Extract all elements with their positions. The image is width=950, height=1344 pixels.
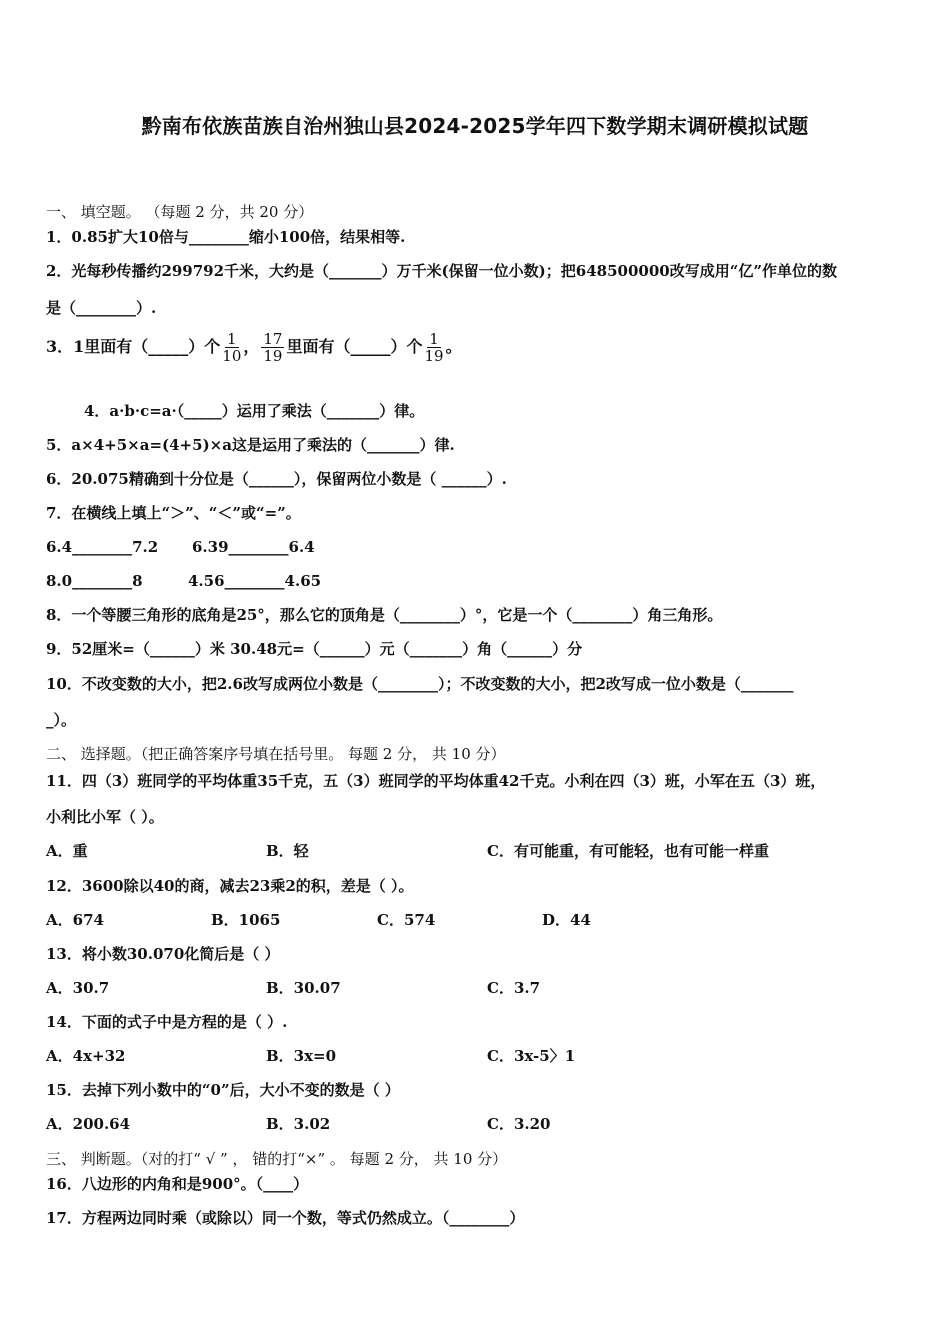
- numerator: 1: [227, 330, 237, 348]
- fraction-1-19: [425, 331, 444, 364]
- question-10-line-2: _）。: [46, 711, 77, 729]
- question-7: 7．在横线上填上“＞”、“＜”或“=”。: [46, 504, 301, 522]
- question-17: 17．方程两边同时乘（或除以）同一个数，等式仍然成立。（________）: [46, 1209, 525, 1227]
- question-11-options: [46, 842, 906, 862]
- option-b: B．3.02: [266, 1115, 331, 1133]
- question-12: 12．3600除以40的商，减去23乘2的积，差是（ ）。: [46, 877, 414, 895]
- question-14: 14．下面的式子中是方程的是（ ）.: [46, 1013, 288, 1031]
- question-3-text-1: 3．1里面有（_____）个: [46, 337, 221, 356]
- question-7-row-1: [46, 538, 906, 558]
- option-b: B．3x=0: [266, 1047, 337, 1065]
- option-c: C．3.7: [487, 979, 541, 997]
- denominator: 19: [263, 347, 283, 365]
- section-header-fill-blank: 一、 填空题。 （每题 2 分，共 20 分）: [46, 203, 314, 221]
- compare-item: 6.39________6.4: [192, 538, 315, 556]
- fraction-1-10: [222, 331, 241, 364]
- question-2-line-1: 2．光每秒传播约299792千米，大约是（_______）万千米(保留一位小数)；把648500000改写成用“亿”作单位的数: [46, 262, 837, 280]
- question-3: [46, 330, 462, 364]
- option-b: B．轻: [266, 842, 309, 860]
- question-9: 9．52厘米=（______）米 30.48元=（______）元（_______）角（______）分: [46, 640, 583, 658]
- denominator: 10: [222, 347, 242, 365]
- numerator: 17: [263, 330, 283, 348]
- option-a: A．4x+32: [46, 1047, 126, 1065]
- section-header-multiple-choice: 二、 选择题。（把正确答案序号填在括号里。 每题 2 分， 共 10 分）: [46, 745, 506, 763]
- question-11-line-1: 11．四（3）班同学的平均体重35千克，五（3）班同学的平均体重42千克。小利在四（3）班，小军在五（3）班，: [46, 772, 826, 790]
- option-a: A．200.64: [46, 1115, 131, 1133]
- section-header-true-false: 三、 判断题。（对的打“ √ ” ， 错的打“×” 。 每题 2 分， 共 10 分）: [46, 1150, 508, 1168]
- option-c: C．3.20: [487, 1115, 551, 1133]
- question-15-options: [46, 1115, 906, 1135]
- question-10-line-1: 10．不改变数的大小，把2.6改写成两位小数是（________）；不改变数的大小，把2改写成一位小数是（_______: [46, 675, 794, 693]
- question-15: 15．去掉下列小数中的“0”后，大小不变的数是（ ）: [46, 1081, 400, 1099]
- question-16: 16．八边形的内角和是900°。（____）: [46, 1175, 309, 1193]
- question-4: 4．a·b·c=a·（_____）运用了乘法（_______）律。: [84, 402, 425, 420]
- question-12-options: [46, 911, 906, 931]
- question-1: 1．0.85扩大10倍与________缩小100倍，结果相等.: [46, 228, 406, 246]
- question-7-row-2: [46, 572, 906, 592]
- question-11-line-2: 小利比小军（ ）。: [46, 808, 164, 826]
- period: 。: [445, 337, 462, 356]
- option-a: A．30.7: [46, 979, 110, 997]
- question-13-options: [46, 979, 906, 999]
- question-3-text-2: 里面有（_____）个: [286, 337, 423, 356]
- question-14-options: [46, 1047, 906, 1067]
- numerator: 1: [429, 330, 439, 348]
- option-d: D．44: [542, 911, 591, 929]
- page-title: 黔南布依族苗族自治州独山县2024-2025学年四下数学期末调研模拟试题: [141, 114, 809, 138]
- fraction-17-19: [261, 331, 284, 364]
- option-a: A．重: [46, 842, 88, 860]
- question-5: 5．a×4+5×a=(4+5)×a这是运用了乘法的（_______）律.: [46, 436, 455, 454]
- question-13: 13．将小数30.070化简后是（ ）: [46, 945, 280, 963]
- compare-item: 4.56________4.65: [188, 572, 322, 590]
- option-c: C．574: [377, 911, 436, 929]
- option-b: B．30.07: [266, 979, 341, 997]
- denominator: 19: [424, 347, 444, 365]
- question-2-line-2: 是（________）.: [46, 299, 157, 317]
- option-c: C．有可能重，有可能轻，也有可能一样重: [487, 842, 769, 860]
- option-a: A．674: [46, 911, 104, 929]
- option-c: C．3x-5〉1: [487, 1047, 576, 1065]
- compare-item: 6.4________7.2: [46, 538, 159, 556]
- separator: ，: [243, 337, 260, 356]
- compare-item: 8.0________8: [46, 572, 143, 590]
- option-b: B．1065: [211, 911, 281, 929]
- question-8: 8．一个等腰三角形的底角是25°，那么它的顶角是（________）°，它是一个（________）角三角形。: [46, 606, 723, 624]
- question-6: 6．20.075精确到十分位是（______），保留两位小数是（ ______）.: [46, 470, 507, 488]
